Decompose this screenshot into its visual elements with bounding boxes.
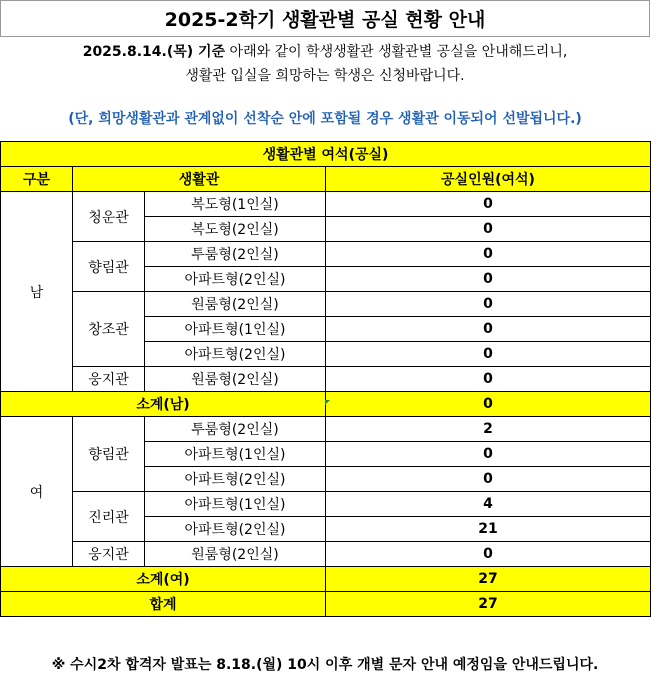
vacancy-value: 21: [326, 517, 651, 542]
category-female: 여: [1, 417, 73, 567]
category-male: 남: [1, 192, 73, 392]
hall-name: 향림관: [73, 417, 145, 492]
total-label: 합계: [1, 592, 326, 617]
header-category: 구분: [1, 167, 73, 192]
table-row: [1, 492, 651, 517]
subtotal-row-female: [1, 567, 651, 592]
room-type: 아파트형(2인실): [145, 467, 326, 492]
table-row: [1, 542, 651, 567]
table-section-row: [1, 142, 651, 167]
intro-text: [0, 40, 650, 88]
vacancy-value: 2: [326, 417, 651, 442]
subtotal-value: 27: [326, 567, 651, 592]
subtotal-label: 소계(여): [1, 567, 326, 592]
table-row: [1, 367, 651, 392]
hall-name: 청운관: [73, 192, 145, 242]
room-type: 원룸형(2인실): [145, 292, 326, 317]
vacancy-value: 0: [326, 467, 651, 492]
intro-date-label: 2025.8.14.(목) 기준: [82, 44, 226, 60]
room-type: 원룸형(2인실): [145, 542, 326, 567]
room-type: 아파트형(2인실): [145, 517, 326, 542]
hall-name: 향림관: [73, 242, 145, 292]
table-row: [1, 242, 651, 267]
vacancy-table: [0, 141, 651, 617]
intro-line-1-text: 아래와 같이 학생생활관 생활관별 공실을 안내해드리니,: [225, 44, 568, 60]
intro-line-1: [0, 40, 650, 64]
room-type: 아파트형(2인실): [145, 267, 326, 292]
notice-text: (단, 희망생활관과 관계없이 선착순 안에 포함될 경우 생활관 이동되어 선발됩니다.): [68, 111, 582, 127]
room-type: 복도형(2인실): [145, 217, 326, 242]
subtotal-label: 소계(남): [1, 392, 326, 417]
header-vacancy: 공실인원(여석): [326, 167, 651, 192]
cell-comment-marker: [325, 400, 330, 405]
room-type: 아파트형(1인실): [145, 442, 326, 467]
table-header-row: [1, 167, 651, 192]
subtotal-value: 0: [326, 392, 651, 417]
vacancy-value: 0: [326, 242, 651, 267]
vacancy-value: 0: [326, 267, 651, 292]
vacancy-value: 0: [326, 192, 651, 217]
room-type: 아파트형(2인실): [145, 342, 326, 367]
room-type: 복도형(1인실): [145, 192, 326, 217]
vacancy-value: 0: [326, 292, 651, 317]
total-row: [1, 592, 651, 617]
vacancy-value: 0: [326, 442, 651, 467]
room-type: 투룸형(2인실): [145, 242, 326, 267]
table-row: [1, 292, 651, 317]
room-type: 원룸형(2인실): [145, 367, 326, 392]
hall-name: 웅지관: [73, 367, 145, 392]
page-title: 2025-2학기 생활관별 공실 현황 안내: [0, 0, 650, 37]
vacancy-value: 0: [326, 542, 651, 567]
vacancy-value: 4: [326, 492, 651, 517]
footer-note: ※ 수시2차 합격자 발표는 8.18.(월) 10시 이후 개별 문자 안내 예정임을 안내드립니다.: [51, 657, 599, 673]
intro-line-2: 생활관 입실을 희망하는 학생은 신청바랍니다.: [185, 68, 465, 84]
vacancy-value: 0: [326, 217, 651, 242]
table-row: [1, 192, 651, 217]
room-type: 아파트형(1인실): [145, 317, 326, 342]
total-value: 27: [326, 592, 651, 617]
room-type: 아파트형(1인실): [145, 492, 326, 517]
table-row: [1, 417, 651, 442]
vacancy-value: 0: [326, 342, 651, 367]
hall-name: 진리관: [73, 492, 145, 542]
room-type: 투룸형(2인실): [145, 417, 326, 442]
section-title: 생활관별 여석(공실): [1, 142, 651, 167]
header-dorm: 생활관: [73, 167, 326, 192]
vacancy-value: 0: [326, 367, 651, 392]
hall-name: 웅지관: [73, 542, 145, 567]
vacancy-value: 0: [326, 317, 651, 342]
hall-name: 창조관: [73, 292, 145, 367]
